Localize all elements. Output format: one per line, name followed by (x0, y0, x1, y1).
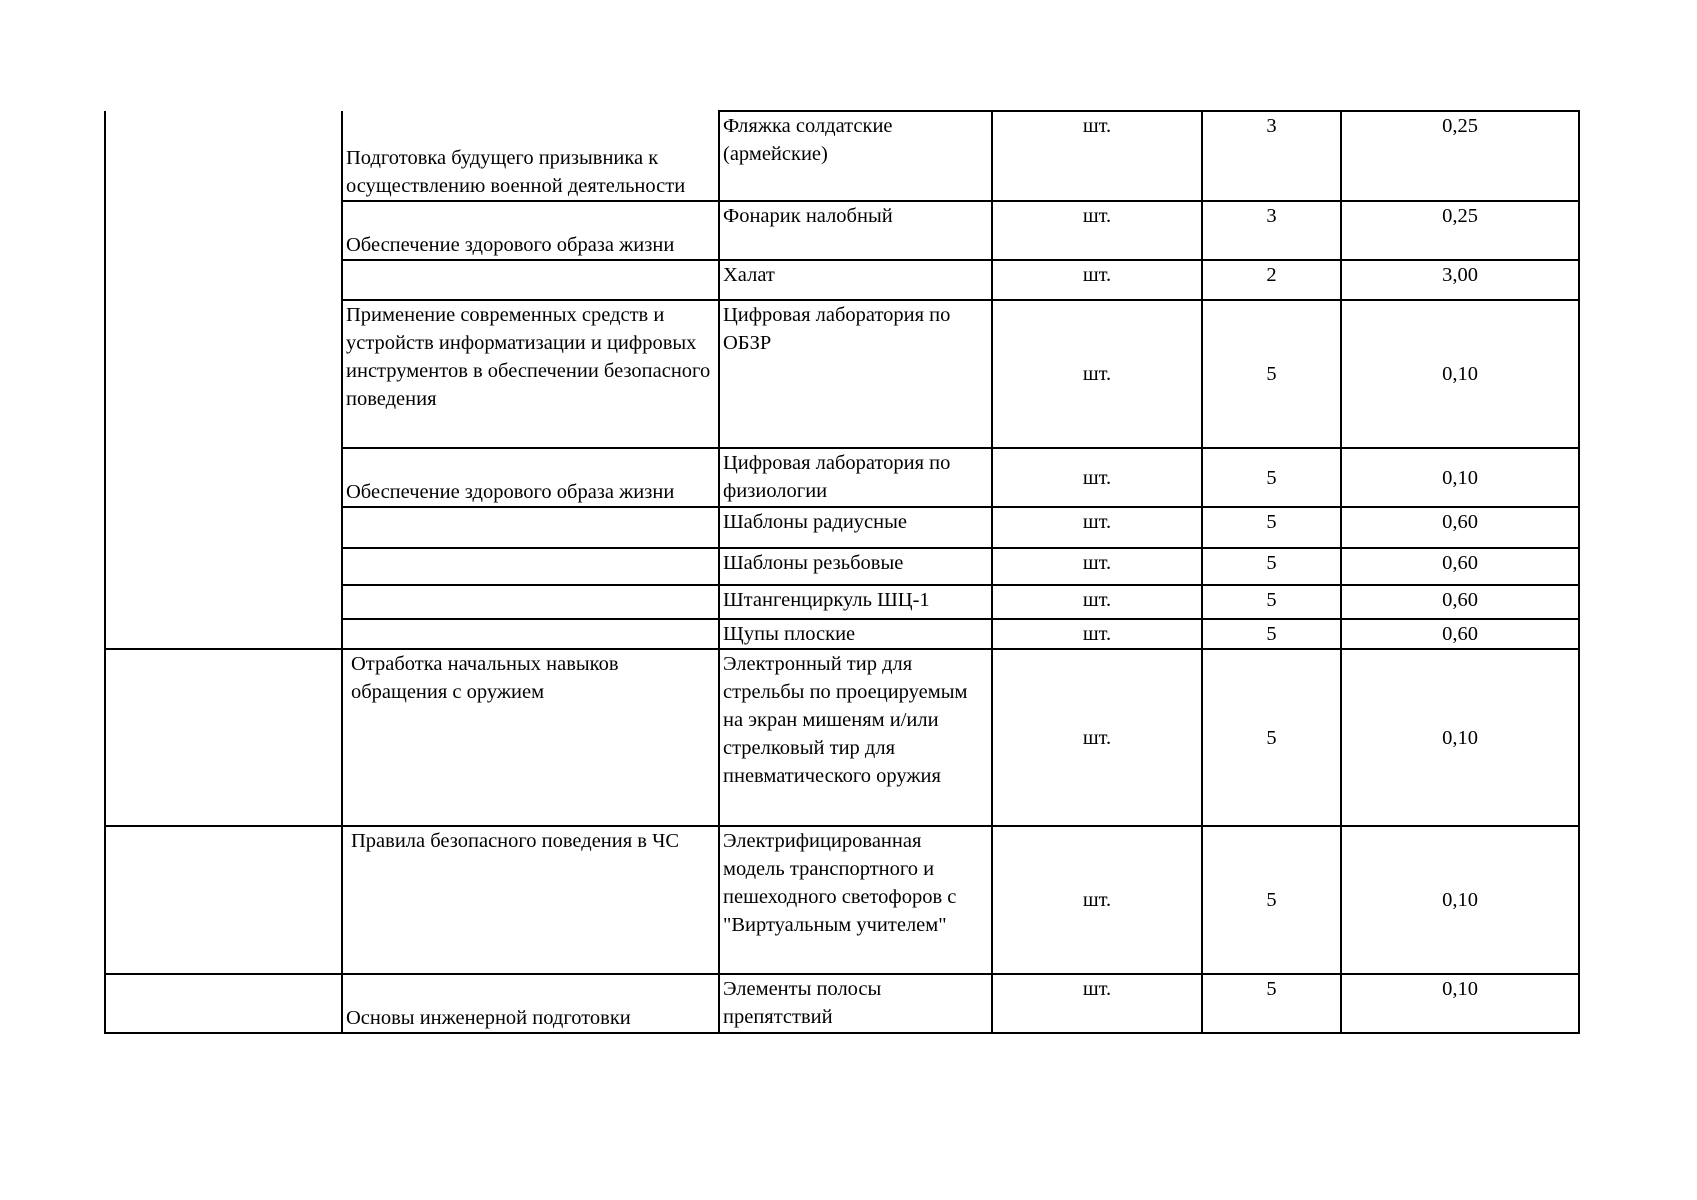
topic-cell: Применение современных средств и устройств информатизации и цифровых инструментов в обеспечении безопасного поведения (342, 300, 719, 448)
coefficient-cell: 3,00 (1341, 260, 1579, 300)
item-name-cell: Электронный тир для стрельбы по проецируемым на экран мишеням и/или стрелковый тир для пневматического оружия (719, 649, 992, 826)
coefficient-cell: 0,10 (1341, 448, 1579, 507)
topic-cell: Основы инженерной подготовки (342, 974, 719, 1033)
quantity-cell: 5 (1202, 826, 1341, 974)
coefficient-cell: 0,60 (1341, 548, 1579, 585)
unit-cell: шт. (992, 619, 1202, 649)
quantity-cell: 5 (1202, 974, 1341, 1033)
unit-cell: шт. (992, 649, 1202, 826)
unit-cell: шт. (992, 260, 1202, 300)
item-name-cell: Цифровая лаборатория по физиологии (719, 448, 992, 507)
table-row (105, 649, 1579, 826)
item-name-cell: Штангенциркуль ШЦ-1 (719, 585, 992, 619)
quantity-cell: 5 (1202, 507, 1341, 548)
quantity-cell: 3 (1202, 201, 1341, 260)
item-name-cell: Шаблоны радиусные (719, 507, 992, 548)
unit-cell: шт. (992, 974, 1202, 1033)
topic-cell (342, 548, 719, 585)
coefficient-cell: 0,60 (1341, 507, 1579, 548)
unit-cell: шт. (992, 300, 1202, 448)
section-cell (105, 111, 342, 649)
coefficient-cell: 0,10 (1341, 974, 1579, 1033)
topic-cell: Правила безопасного поведения в ЧС (342, 826, 719, 974)
coefficient-cell: 0,60 (1341, 585, 1579, 619)
topic-cell: Обеспечение здорового образа жизни (342, 201, 719, 260)
item-name-cell: Элементы полосы препятствий (719, 974, 992, 1033)
coefficient-cell: 0,25 (1341, 111, 1579, 201)
unit-cell: шт. (992, 585, 1202, 619)
section-cell (105, 974, 342, 1033)
item-name-cell: Электрифицированная модель транспортного и пешеходного светофоров с "Виртуальным учителем" (719, 826, 992, 974)
item-name-cell: Фонарик налобный (719, 201, 992, 260)
quantity-cell: 5 (1202, 619, 1341, 649)
quantity-cell: 5 (1202, 448, 1341, 507)
quantity-cell: 5 (1202, 585, 1341, 619)
unit-cell: шт. (992, 507, 1202, 548)
coefficient-cell: 0,10 (1341, 826, 1579, 974)
topic-cell (342, 619, 719, 649)
section-cell (105, 826, 342, 974)
coefficient-cell: 0,10 (1341, 300, 1579, 448)
unit-cell: шт. (992, 448, 1202, 507)
table-row (105, 974, 1579, 1033)
quantity-cell: 2 (1202, 260, 1341, 300)
item-name-cell: Фляжка солдатские (армейские) (719, 111, 992, 201)
equipment-table (104, 110, 1580, 1034)
quantity-cell: 5 (1202, 548, 1341, 585)
section-cell (105, 649, 342, 826)
item-name-cell: Шаблоны резьбовые (719, 548, 992, 585)
table-row (105, 111, 1579, 201)
unit-cell: шт. (992, 201, 1202, 260)
item-name-cell: Щупы плоские (719, 619, 992, 649)
quantity-cell: 5 (1202, 300, 1341, 448)
topic-cell: Отработка начальных навыков обращения с оружием (342, 649, 719, 826)
unit-cell: шт. (992, 548, 1202, 585)
item-name-cell: Халат (719, 260, 992, 300)
topic-cell (342, 260, 719, 300)
table-row (105, 826, 1579, 974)
coefficient-cell: 0,25 (1341, 201, 1579, 260)
topic-cell (342, 585, 719, 619)
topic-cell: Обеспечение здорового образа жизни (342, 448, 719, 507)
topic-cell: Подготовка будущего призывника к осуществлению военной деятельности (342, 111, 719, 201)
topic-cell (342, 507, 719, 548)
unit-cell: шт. (992, 111, 1202, 201)
quantity-cell: 3 (1202, 111, 1341, 201)
coefficient-cell: 0,10 (1341, 649, 1579, 826)
coefficient-cell: 0,60 (1341, 619, 1579, 649)
unit-cell: шт. (992, 826, 1202, 974)
quantity-cell: 5 (1202, 649, 1341, 826)
item-name-cell: Цифровая лаборатория по ОБЗР (719, 300, 992, 448)
